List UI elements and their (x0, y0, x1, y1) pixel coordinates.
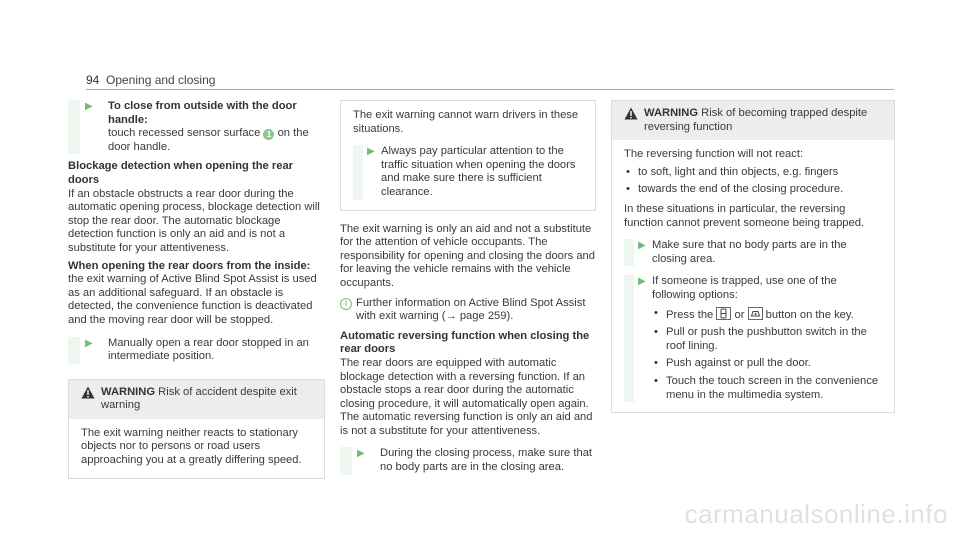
section-heading: Blockage detection when opening the rear doors (68, 160, 294, 186)
arrow-right-icon: ▶ (638, 240, 646, 252)
section-heading: When opening the rear doors from the inside: (68, 259, 311, 272)
paragraph: the exit warning of Active Blind Spot Assist is used as an additional safeguard. If an obstacle is detected, the convenience function is deactivated and the moving rear door will be stopped. (68, 273, 317, 326)
page-number: 94 (86, 73, 100, 87)
step-text: Make sure that no body parts are in the closing area. (652, 239, 847, 265)
column-2 (340, 100, 596, 475)
step-text: During the closing process, make sure that no body parts are in the closing area. (380, 447, 593, 474)
arrow-right-icon: ▶ (367, 146, 375, 158)
step-bar (68, 100, 80, 154)
step-text: If someone is trapped, use one of the following options: (652, 275, 837, 301)
warning-header (69, 380, 324, 419)
section-heading: Automatic reversing function when closing the rear doors (340, 329, 590, 356)
paragraph: In these situations in particular, the reversing function cannot prevent someone being trapped. (624, 202, 865, 229)
list-item: • Touch the touch screen in the convenience menu in the multimedia system. (652, 375, 882, 402)
paragraph: The rear doors are equipped with automatic blockage detection with a reversing function. If an obstacle stops a rear door during the automatic closing procedure, it will automatically open again. The automatic reversing function is only an aid and is not a substitute for your attentiveness. (340, 356, 593, 437)
step-bar (353, 145, 363, 199)
warning-triangle-icon (624, 107, 638, 120)
step-bar (624, 275, 634, 402)
step-close-outside (68, 100, 325, 154)
step-bar (340, 447, 352, 474)
paragraph: The reversing function will not react: (624, 148, 804, 161)
info-icon: i (340, 298, 352, 310)
info-text: Further information on Active Blind Spot Assist with exit warning (→ page 259). (356, 296, 586, 323)
warning-title: Risk of accident despite exit warning (101, 385, 297, 412)
step-text: touch recessed sensor surface (108, 127, 264, 140)
page-title: Opening and closing (106, 73, 216, 87)
warning-title: Risk of becoming trapped despite reversing function (644, 107, 868, 133)
door-lock-key-icon (716, 307, 731, 320)
step-closing (340, 447, 596, 474)
paragraph: The exit warning cannot warn drivers in these situations. (353, 109, 579, 135)
list-item: • to soft, light and thin objects, e.g. fingers (624, 166, 882, 180)
list-item: • towards the end of the closing procedure. (624, 183, 882, 197)
arrow-right-icon: ▶ (357, 448, 365, 460)
header-rule (86, 89, 894, 90)
step-bar (68, 337, 80, 364)
warning-triangle-icon (81, 386, 95, 399)
step-attention (353, 145, 583, 199)
list-item: • Pull or push the pushbutton switch in the roof lining. (652, 326, 882, 353)
number-badge-icon: 1 (263, 129, 274, 140)
step-text: on the door handle. (108, 127, 309, 153)
warning-box (611, 100, 895, 413)
step-if-trapped (624, 275, 882, 402)
continued-warning-box (340, 100, 596, 211)
paragraph: If an obstacle obstructs a rear door during the automatic opening process, blockage detection will stop the rear door. The automatic blockage detection function is only an aid and is not a substitute for your attentiveness. (68, 187, 320, 254)
warning-box (68, 379, 325, 479)
warning-label: WARNING (101, 385, 156, 398)
step-text: Always pay particular attention to the traffic situation when opening the doors and make sure there is sufficient clearance. (381, 145, 576, 198)
arrow-right-icon: ▶ (85, 101, 93, 112)
step-manual-open (68, 337, 325, 364)
step-text: Manually open a rear door stopped in an intermediate position. (108, 336, 309, 363)
arrow-right-icon: ▶ (638, 276, 646, 288)
trunk-key-icon (748, 307, 763, 320)
paragraph: The exit warning is only an aid and not a substitute for the attention of vehicle occupants. The responsibility for opening and closing the doors and for leaving the vehicle remains with the vehicle occupants. (340, 222, 595, 289)
step-body-parts (624, 239, 882, 266)
column-1 (68, 100, 325, 479)
warning-body: The exit warning neither reacts to stationary objects nor to persons or road users approaching you at a greatly differing speed. (81, 426, 302, 467)
step-bar (624, 239, 634, 266)
info-note (340, 297, 596, 324)
step-heading: To close from outside with the door handle: (108, 100, 297, 126)
arrow-right-icon: ▶ (85, 337, 93, 349)
column-3 (611, 100, 895, 413)
watermark: carmanualsonline.info (684, 499, 948, 529)
warning-header (612, 101, 894, 140)
warning-label: WARNING (644, 107, 699, 119)
list-item: • Press the or button on the key. (652, 307, 882, 323)
list-item: • Push against or pull the door. (652, 357, 882, 371)
